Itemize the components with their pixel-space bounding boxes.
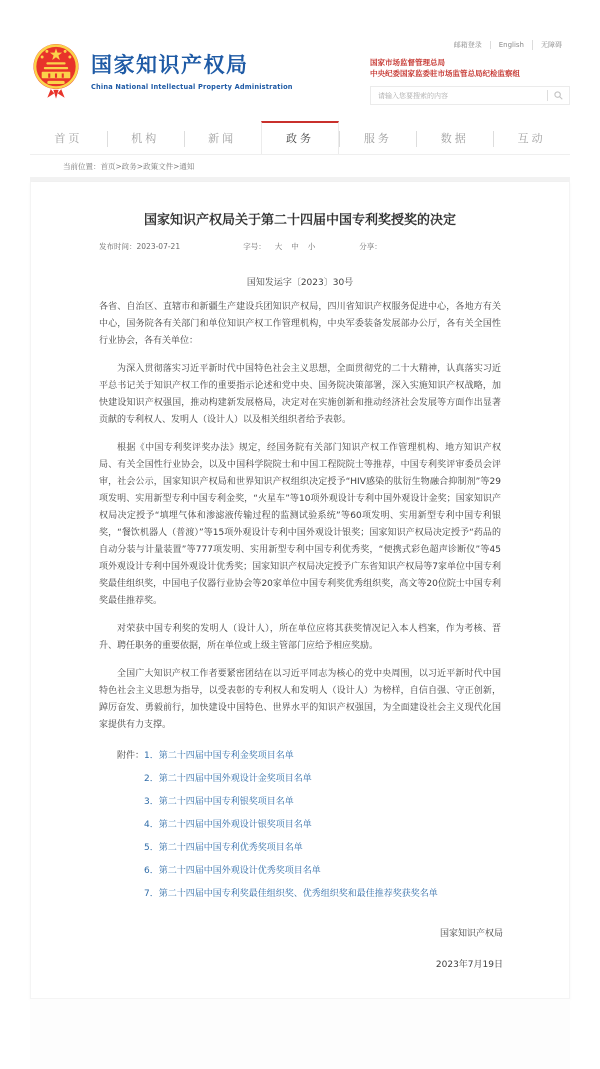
related-agency-links <box>370 57 570 79</box>
attachment-row <box>99 771 501 784</box>
english-link[interactable]: English <box>490 41 532 49</box>
signature-block <box>31 926 569 970</box>
search-icon <box>554 91 563 100</box>
site-header <box>30 40 570 112</box>
mail-login-link[interactable]: 邮箱登录 <box>453 41 482 49</box>
breadcrumb-path[interactable]: 首页>政务>政策文件>通知 <box>100 162 195 171</box>
font-size-small-button[interactable]: 小 <box>307 242 316 251</box>
nav-item-data[interactable]: 数据 <box>416 121 493 154</box>
attachment-link-1[interactable]: 1．第二十四届中国专利金奖项目名单 <box>144 751 294 761</box>
nav-item-gov-affairs[interactable]: 政务 <box>261 121 340 154</box>
attachment-row <box>99 817 501 830</box>
accessibility-link[interactable]: 无障碍 <box>532 40 570 50</box>
search-input[interactable] <box>371 92 547 100</box>
document-number: 国知发运字〔2023〕30号 <box>246 278 354 288</box>
nav-item-home[interactable]: 首页 <box>54 132 83 145</box>
nav-item-services[interactable]: 服务 <box>339 121 416 154</box>
utility-links <box>370 40 570 50</box>
attachment-link-5[interactable]: 5．第二十四届中国专利优秀奖项目名单 <box>144 843 303 853</box>
attachment-row <box>99 863 501 876</box>
attachment-row <box>99 748 501 761</box>
font-size-large-button[interactable]: 大 <box>274 242 283 251</box>
samr-link[interactable]: 国家市场监督管理总局 <box>370 58 445 67</box>
nav-item-interaction[interactable]: 互动 <box>493 121 570 154</box>
paragraph: 对荣获中国专利奖的发明人（设计人），所在单位应将其获奖情况记入本人档案，作为考核、晋升、聘任职务的重要依据，所在单位或上级主管部门应给予相应奖励。 <box>99 624 501 651</box>
page-footer <box>30 999 570 1069</box>
site-subtitle: China National Intellectual Property Administration <box>91 83 293 91</box>
breadcrumb-label: 当前位置： <box>63 162 101 171</box>
header-right <box>370 40 570 105</box>
publish-time <box>99 241 243 252</box>
font-size-controls <box>243 241 315 252</box>
discipline-inspection-link[interactable]: 中央纪委国家监委驻市场监管总局纪检监察组 <box>370 69 520 78</box>
share-label: 分享： <box>359 242 382 251</box>
nav-item-news[interactable]: 新闻 <box>184 121 261 154</box>
search-box <box>370 86 570 105</box>
paragraph: 为深入贯彻落实习近平新时代中国特色社会主义思想，全面贯彻党的二十大精神，认真落实习近平总书记关于知识产权工作的重要指示论述和党中央、国务院决策部署，深入实施知识产权战略，加快建设知识产权强国，推动构建新发展格局，决定对在实施创新和推动经济社会发展等方面作出显著贡献的专利权人、发明人（设计人）以及相关组织者给予表彰。 <box>99 364 501 425</box>
nav-item-org[interactable]: 机构 <box>107 121 184 154</box>
issue-date: 2023年7月19日 <box>435 960 503 970</box>
site-logo[interactable] <box>30 40 293 100</box>
attachments-list <box>31 748 569 899</box>
main-nav <box>30 121 570 155</box>
attachment-link-2[interactable]: 2．第二十四届中国外观设计金奖项目名单 <box>144 774 312 784</box>
breadcrumb <box>30 155 570 177</box>
article-title: 国家知识产权局关于第二十四届中国专利奖授奖的决定 <box>143 213 456 228</box>
article-panel <box>30 182 570 999</box>
logo-text <box>91 49 293 91</box>
china-national-emblem-icon <box>30 40 82 100</box>
attachment-row <box>99 886 501 899</box>
publish-date: 2023-07-21 <box>136 242 181 251</box>
font-size-medium-button[interactable]: 中 <box>291 242 299 251</box>
issuing-authority: 国家知识产权局 <box>439 929 503 939</box>
paragraph: 全国广大知识产权工作者要紧密团结在以习近平同志为核心的党中央周围，以习近平新时代中国特色社会主义思想为指导，以受表彰的专利权人和发明人（设计人）为榜样，自信自强、守正创新，踔厉奋发、勇毅前行，加快建设中国特色、世界水平的知识产权强国，为全面建设社会主义现代化国家提供有力支撑。 <box>99 669 501 730</box>
search-button[interactable] <box>548 87 569 104</box>
attachment-link-4[interactable]: 4．第二十四届中国外观设计银奖项目名单 <box>144 820 312 830</box>
attachment-row <box>99 794 501 807</box>
article-meta <box>31 241 569 252</box>
attachments-label: 附件： <box>117 751 145 761</box>
attachment-link-3[interactable]: 3．第二十四届中国专利银奖项目名单 <box>144 797 294 807</box>
page-container <box>30 0 570 1069</box>
attachment-link-6[interactable]: 6．第二十四届中国外观设计优秀奖项目名单 <box>144 866 321 876</box>
article-body <box>31 299 569 734</box>
attachment-row <box>99 840 501 853</box>
paragraph: 根据《中国专利奖评奖办法》规定，经国务院有关部门知识产权工作管理机构、地方知识产权局、有关全国性行业协会，以及中国科学院院士和中国工程院院士等推荐，中国专利奖评审委员会评审，社会公示，国家知识产权局和世界知识产权组织决定授予“HIV感染的肽衍生物融合抑制剂”等29项发明、实用新型专利中国专利金奖，“火星车”等10项外观设计专利中国外观设计金奖；国家知识产权局决定授予“填埋气体和渗滤液传输过程的监测试验系统”等60项发明、实用新型专利中国专利银奖，“餐饮机器人（普渡）”等15项外观设计专利中国外观设计银奖；国家知识产权局决定授予“药品的自动分装与计量装置”等777项发明、实用新型专利中国专利优秀奖，“便携式彩色超声诊断仪”等45项外观设计专利中国外观设计优秀奖；国家知识产权局决定授予广东省知识产权局等7家单位中国专利奖最佳组织奖，中国电子仪器行业协会等20家单位中国专利奖优秀组织奖，高文等20位院士中国专利奖最佳推荐奖。 <box>99 443 501 606</box>
paragraph: 各省、自治区、直辖市和新疆生产建设兵团知识产权局，四川省知识产权服务促进中心，各地方有关中心，国务院各有关部门和单位知识产权工作管理机构，中央军委装备发展部办公厅，各有关全国性行业协会，各有关单位： <box>99 302 501 346</box>
publish-label: 发布时间： <box>99 242 137 251</box>
font-size-label: 字号： <box>243 242 266 251</box>
attachment-link-7[interactable]: 7．第二十四届中国专利奖最佳组织奖、优秀组织奖和最佳推荐奖获奖名单 <box>144 889 438 899</box>
site-title: 国家知识产权局 <box>91 53 249 77</box>
